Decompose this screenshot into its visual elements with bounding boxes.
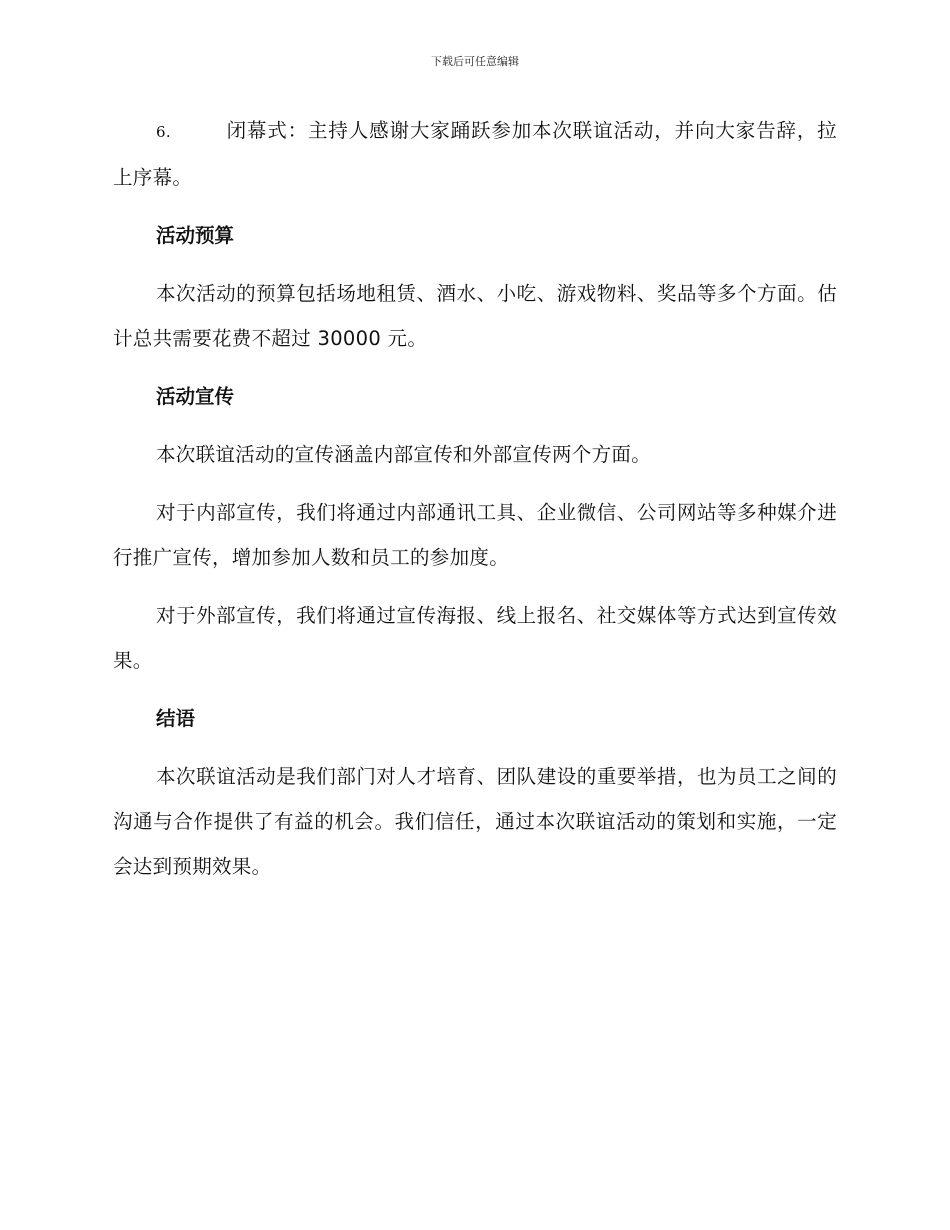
list-item-text: 闭幕式：主持人感谢大家踊跃参加本次联谊活动，并向大家告辞，拉上序幕。 [113, 119, 837, 189]
promotion-paragraph-internal: 对于内部宣传，我们将通过内部通讯工具、企业微信、公司网站等多种媒介进行推广宣传，增加参加人数和员工的参加度。 [113, 501, 837, 569]
section-heading-conclusion: 结语 [156, 707, 196, 730]
list-item-number: 6. [156, 123, 171, 141]
section-heading-promotion: 活动宣传 [156, 385, 235, 408]
promotion-paragraph-external: 对于外部宣传，我们将通过宣传海报、线上报名、社交媒体等方式达到宣传效果。 [113, 604, 837, 672]
page-header: 下载后可任意编辑 [431, 55, 519, 68]
promotion-paragraph-1: 本次联谊活动的宣传涵盖内部宣传和外部宣传两个方面。 [156, 443, 652, 466]
budget-paragraph: 本次活动的预算包括场地租赁、酒水、小吃、游戏物料、奖品等多个方面。估计总共需要花费不超过 30000 元。 [113, 282, 837, 350]
section-heading-budget: 活动预算 [156, 224, 235, 247]
list-item-closing [113, 108, 837, 200]
document-body [113, 108, 837, 902]
conclusion-paragraph: 本次联谊活动是我们部门对人才培育、团队建设的重要举措，也为员工之间的沟通与合作提供了有益的机会。我们信任，通过本次联谊活动的策划和实施，一定会达到预期效果。 [113, 765, 837, 878]
